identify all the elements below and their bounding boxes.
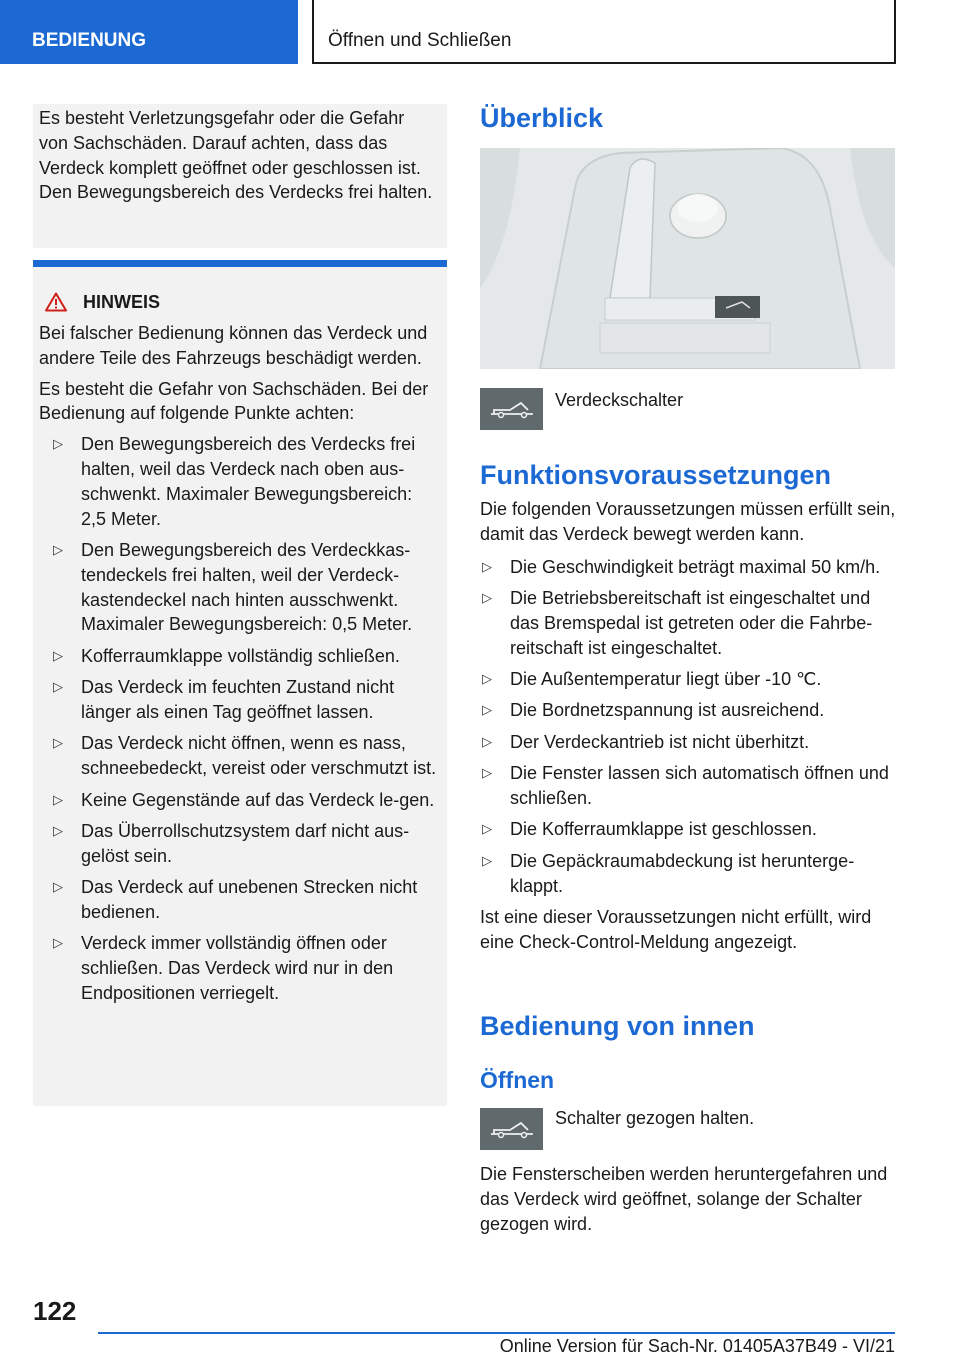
triangle-right-icon: ▷ [53,541,63,557]
convertible-roof-switch-icon [480,388,543,430]
warning-text: Es besteht Verletzungsgefahr oder die Gefahr von Sachschäden. Darauf achten, dass das Verdeck komplett geöffnet oder geschlossen ist. Den Bewegungsbereich des Verdecks frei halten. [39,108,433,203]
triangle-right-icon: ▷ [53,679,63,695]
section-label: BEDIENUNG [32,30,147,51]
triangle-right-icon: ▷ [482,589,492,605]
notice-list [39,432,437,1005]
switch-label: Verdeckschalter [555,390,684,410]
list-item: ▷ Den Bewegungsbereich des Verdecks frei halten, weil das Verdeck nach oben aus-schwenkt. Maximaler Bewegungsbereich: 2,5 Meter. [53,434,416,529]
triangle-right-icon: ▷ [53,879,63,895]
open-description: Die Fensterscheiben werden heruntergefahren und das Verdeck wird geöffnet, solange der Schalter gezogen wird. [480,1164,888,1234]
warning-triangle-icon [45,292,67,312]
notice-box [33,260,447,1106]
list-item: ▷ Die Kofferraumklappe ist geschlossen. [480,817,900,842]
list-item: ▷ Die Bordnetzspannung ist ausreichend. [480,698,900,723]
convertible-roof-switch-icon [480,1108,543,1150]
triangle-right-icon: ▷ [53,822,63,838]
triangle-right-icon: ▷ [482,702,492,718]
page-number: 122 [33,1296,77,1326]
triangle-right-icon: ▷ [482,765,492,781]
list-item: ▷ Verdeck immer vollständig öffnen oder schließen. Das Verdeck wird nur in den Endpositionen verriegelt. [53,933,394,1003]
list-item: ▷ Die Gepäckraumabdeckung ist herunterge-klappt. [482,850,855,896]
notice-paragraph-1: Bei falscher Bedienung können das Verdeck und andere Teile des Fahrzeugs beschädigt werden. [39,323,428,368]
triangle-right-icon: ▷ [53,935,63,951]
triangle-right-icon: ▷ [53,735,63,751]
operation-heading: Bedienung von innen [480,1011,755,1041]
triangle-right-icon: ▷ [482,733,492,749]
requirements-section [480,497,900,955]
requirements-note: Ist eine dieser Voraussetzungen nicht erfüllt, wird eine Check-Control-Meldung angezeigt. [480,906,872,952]
list-item: ▷ Das Überrollschutzsystem darf nicht aus-gelöst sein. [53,820,410,866]
open-instruction: Schalter gezogen halten. [555,1108,755,1128]
section-tab [0,0,298,64]
list-item: ▷ Kofferraumklappe vollständig schließen. [39,644,437,669]
console-illustration [480,148,895,369]
list-item: ▷ Die Geschwindigkeit beträgt maximal 50 km/h. [480,555,900,580]
list-item: ▷ Der Verdeckantrieb ist nicht überhitzt. [480,730,900,755]
list-item: ▷ Die Fenster lassen sich automatisch öffnen und schließen. [482,763,889,808]
page-header [312,0,896,64]
requirements-heading: Funktionsvoraussetzungen [480,460,832,490]
center-console-photo [480,148,895,369]
list-item: ▷ Das Verdeck im feuchten Zustand nicht länger als einen Tag geöffnet lassen. [53,677,395,722]
list-item: ▷ Die Betriebsbereitschaft ist eingeschaltet und das Bremspedal ist getreten oder die Fahrbe-reitschaft ist eingeschaltet. [482,587,873,658]
list-item: ▷ Das Verdeck nicht öffnen, wenn es nass, schneebedeckt, vereist oder verschmutzt ist. [53,733,437,779]
footer-divider [98,1332,895,1334]
open-subheading: Öffnen [480,1067,555,1093]
triangle-right-icon: ▷ [482,852,492,868]
list-item: ▷ Den Bewegungsbereich des Verdeckkas-tendeckels frei halten, weil der Verdeck-kastendeckel nach hinten ausschwenkt. Maximaler Bewegungsbereich: 0,5 Meter. [53,539,413,635]
page-header-title: Öffnen und Schließen [328,30,512,51]
triangle-right-icon: ▷ [53,647,63,663]
notice-paragraph-2: Es besteht die Gefahr von Sachschäden. Bei der Bedienung auf folgende Punkte achten: [39,378,429,424]
requirements-list [480,555,900,899]
triangle-right-icon: ▷ [53,791,63,807]
triangle-right-icon: ▷ [482,558,492,574]
requirements-intro: Die folgenden Voraussetzungen müssen erfüllt sein, damit das Verdeck bewegt werden kann. [480,499,896,544]
triangle-right-icon: ▷ [53,436,63,452]
notice-title: HINWEIS [83,292,161,312]
triangle-right-icon: ▷ [482,821,492,837]
notice-heading [39,289,437,315]
overview-heading: Überblick [480,103,604,133]
footer-version: Online Version für Sach-Nr. 01405A37B49 - VI/21 [499,1336,895,1356]
list-item: ▷ Das Verdeck auf unebenen Strecken nicht bedienen. [53,877,418,922]
triangle-right-icon: ▷ [482,670,492,686]
warning-continuation-box [33,104,447,248]
list-item: ▷ Die Außentemperatur liegt über -10 ℃. [480,667,900,692]
list-item: ▷ Keine Gegenstände auf das Verdeck le-gen. [39,788,437,813]
